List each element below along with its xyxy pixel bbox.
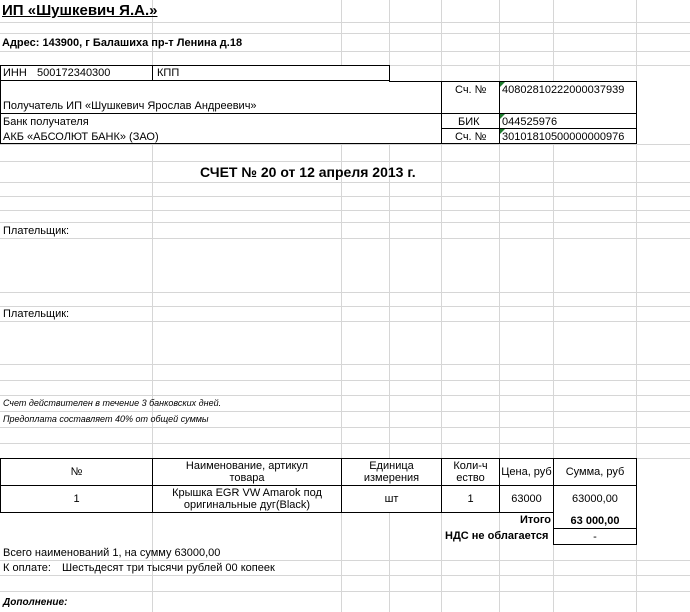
row-sum: 63000,00: [553, 485, 637, 513]
company-title: ИП «Шушкевич Я.А.»: [2, 2, 158, 19]
bank-name: АКБ «АБСОЛЮТ БАНК» (ЗАО): [3, 131, 159, 143]
row-number: 1: [0, 485, 153, 513]
vat-label: НДС не облагается: [445, 530, 549, 542]
items-count-line: Всего наименований 1, на сумму 63000,00: [3, 547, 221, 559]
to-pay-label: К оплате:: [3, 562, 51, 574]
corr-account-label: Сч. №: [455, 131, 487, 143]
header-quantity: Коли-чество: [441, 458, 500, 486]
header-sum: Сумма, руб: [553, 458, 637, 486]
bik-label: БИК: [458, 116, 480, 128]
corr-account-value: 30101810500000000976: [502, 131, 625, 143]
company-address: Адрес: 143900, г Балашиха пр-т Ленина д.18: [2, 37, 243, 49]
kpp-label: КПП: [157, 67, 180, 79]
account-label: Сч. №: [455, 84, 487, 96]
payer-label-2: Плательщик:: [3, 308, 70, 320]
inn-label: ИНН: [3, 67, 27, 79]
row-price: 63000: [499, 485, 554, 513]
vat-value: -: [553, 528, 637, 545]
bik-value: 044525976: [502, 116, 558, 128]
header-item-name: Наименование, артикул товара: [152, 458, 342, 486]
recipient-name: Получатель ИП «Шушкевич Ярослав Андреевич»: [3, 100, 257, 112]
total-value: 63 000,00: [553, 512, 637, 529]
additional-label: Дополнение:: [3, 597, 68, 608]
header-unit: Единица измерения: [341, 458, 442, 486]
header-number: №: [0, 458, 153, 486]
row-item-name: Крышка EGR VW Amarok под оригинальные дуг(Black): [152, 485, 342, 513]
inn-value: 500172340300: [37, 67, 111, 79]
prepayment-note: Предоплата составляет 40% от общей суммы: [3, 414, 209, 424]
payer-label: Плательщик:: [3, 225, 70, 237]
total-label: Итого: [520, 514, 552, 526]
validity-note: Счет действителен в течение 3 банковских дней.: [3, 398, 222, 408]
bank-label: Банк получателя: [3, 116, 89, 128]
invoice-title: СЧЕТ № 20 от 12 апреля 2013 г.: [200, 164, 416, 180]
row-unit: шт: [341, 485, 442, 513]
header-price: Цена, руб: [499, 458, 554, 486]
account-value: 40802810222000037939: [502, 84, 625, 96]
to-pay-amount-words: Шестьдесят три тысячи рублей 00 копеек: [62, 562, 275, 574]
row-quantity: 1: [441, 485, 500, 513]
